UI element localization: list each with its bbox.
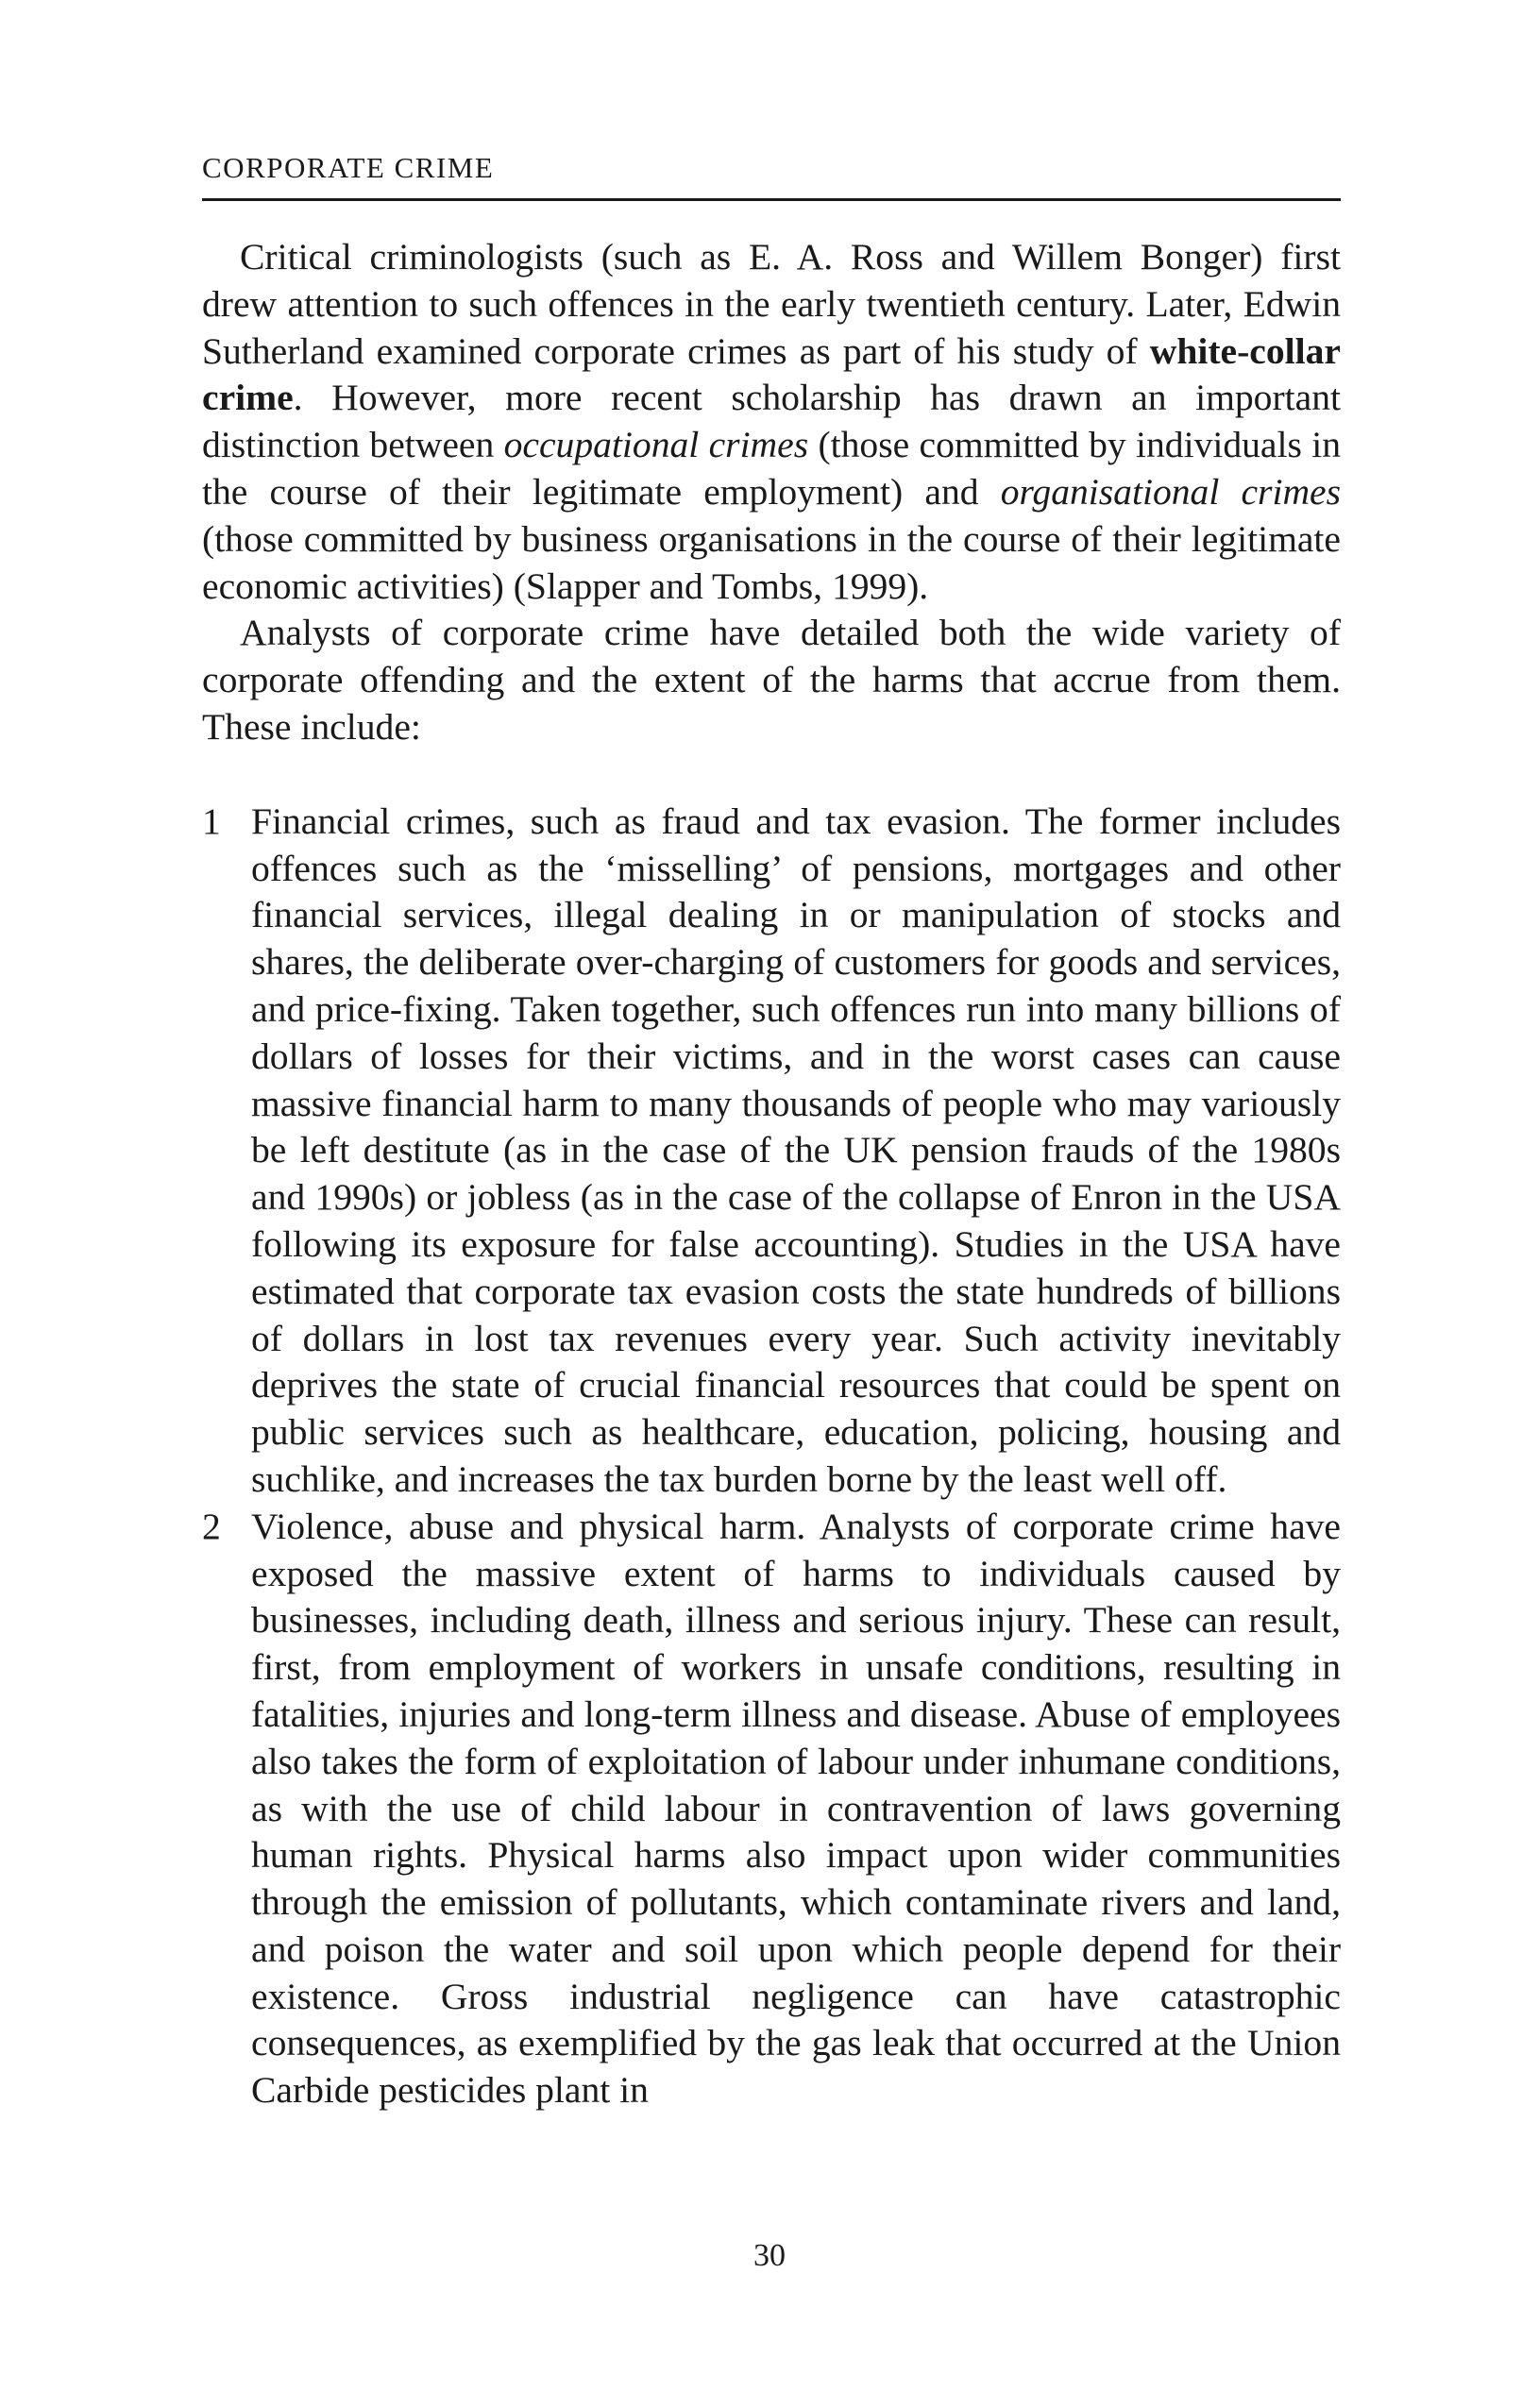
list-item-text: Financial crimes, such as fraud and tax evasion. The former includes offences such as the ‘misselling’ of pensions, mortgages and other financial services, illegal dealing in or manipulation of stocks and shares, the deliberate over-charging of customers for goods and services, and price-fixing. Taken together, such offences run into many billions of dollars of losses for their victims, and in the worst cases can cause massive financial harm to many thousands of people who may variously be left destitute (as in the case of the UK pension frauds of the 1980s and 1990s) or jobless (as in the case of the collapse of Enron in the USA following its exposure for false accounting). Studies in the USA have estimated that corporate tax evasion costs the state hundreds of billions of dollars in lost tax revenues every year. Such activity inevitably deprives the state of crucial financial resources that could be spent on public services such as healthcare, education, policing, housing and suchlike, and increases the tax burden borne by the least well off. [251, 800, 1341, 1500]
list-item [202, 799, 1341, 1504]
running-head: CORPORATE CRIME [202, 151, 495, 184]
numbered-list [202, 799, 1341, 2114]
list-item [202, 1504, 1341, 2114]
paragraph-2: Analysts of corporate crime have detailed both the wide variety of corporate offending and the extent of the harms that accrue from them. These include: [202, 612, 1341, 748]
list-item-text: Violence, abuse and physical harm. Analysts of corporate crime have exposed the massive extent of harms to individuals caused by businesses, including death, illness and serious injury. These can result, first, from employment of workers in unsafe conditions, resulting in fatalities, injuries and long-term illness and disease. Abuse of employees also takes the form of exploitation of labour under inhumane conditions, as with the use of child labour in contravention of laws governing human rights. Physical harms also impact upon wider communities through the emission of pollutants, which contaminate rivers and land, and poison the water and soil upon which people depend for their existence. Gross industrial negligence can have catastrophic consequences, as exemplified by the gas leak that occurred at the Union Carbide pesticides plant in [251, 1505, 1341, 2112]
body-text [202, 234, 1341, 2114]
paragraph-1 [202, 234, 1341, 610]
list-item-number: 2 [202, 1505, 221, 1547]
paragraph-1-text-a: Critical criminologists (such as E. A. Ross and Willem Bonger) first drew attention to such offences in the early twentieth century. Later, Edwin Sutherland examined corporate crimes as part of his study of [202, 236, 1341, 372]
term-organisational-crimes: organisational crimes [1000, 470, 1341, 513]
key-term-white-collar-crime: white-collar crime [202, 329, 1341, 419]
list-item-number: 1 [202, 800, 221, 842]
term-occupational-crimes: occupational crimes [503, 424, 809, 466]
paragraph-1-text-c: (those committed by individuals in the course of their legitimate employment) and [202, 424, 1342, 513]
paragraph-1-text-d: (those committed by business organisations in the course of their legitimate economic activities) (Slapper and Tombs, 1999). [202, 517, 1341, 607]
page-number: 30 [753, 2238, 786, 2273]
paragraph-1-text-b: . However, more recent scholarship has drawn an important distinction between [202, 377, 1341, 466]
header-rule [202, 198, 1341, 201]
